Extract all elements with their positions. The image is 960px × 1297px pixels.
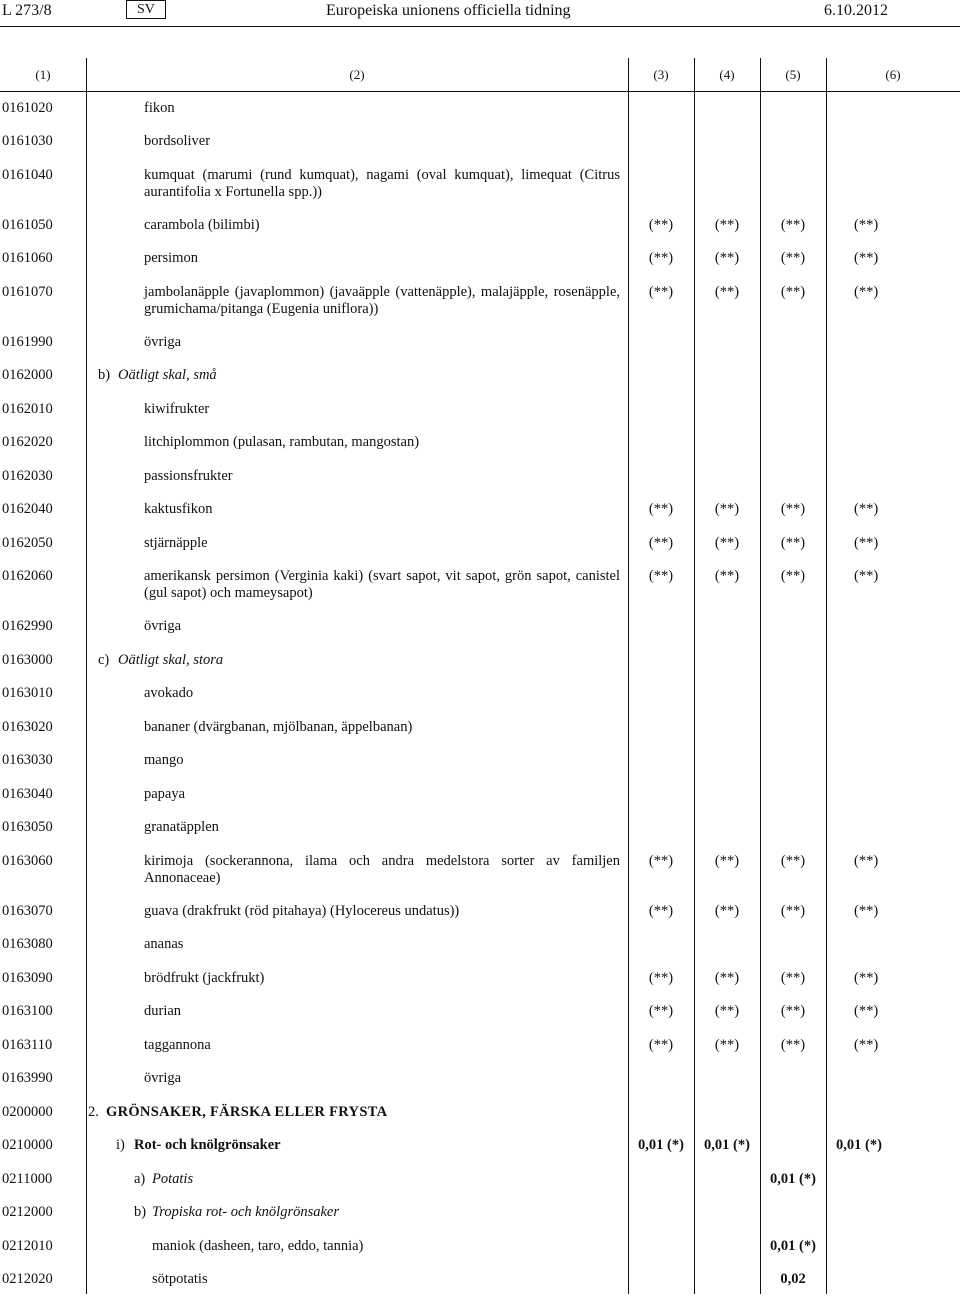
limit-value: (**) [780,568,806,584]
limit-value: (**) [714,568,740,584]
item-text: övriga [144,1070,182,1086]
publication-date: 6.10.2012 [824,2,888,19]
limit-value [826,928,960,962]
item-text: GRÖNSAKER, FÄRSKA ELLER FRYSTA [106,1103,388,1120]
limit-value: (**) [648,501,674,517]
item-text: sötpotatis [152,1271,208,1287]
product-description [86,811,628,845]
product-description [86,1029,628,1063]
product-code: 0162030 [2,467,53,484]
limit-value [628,1062,694,1096]
item-text: kiwifrukter [144,400,210,417]
limit-value: (**) [854,283,879,300]
table-row [0,928,960,962]
limit-value [760,326,826,360]
limit-value: (**) [780,283,806,300]
product-code: 0200000 [2,1103,53,1120]
limit-value: 0,01 (*) [836,1137,882,1153]
limit-value: (**) [714,1036,740,1053]
residue-limits-table [0,58,960,1297]
limit-value [628,711,694,745]
table-row [0,209,960,243]
table-row [0,393,960,427]
limit-value: (**) [714,501,740,517]
limit-value [826,92,960,126]
table-row [0,644,960,678]
limit-value [628,159,694,209]
limit-value [694,460,760,494]
limit-value [694,1096,760,1130]
limit-value: (**) [854,1036,879,1053]
product-code: 0212020 [2,1271,53,1287]
limit-value: 0,02 [780,1271,806,1287]
limit-value [694,644,760,678]
limit-value: (**) [854,852,879,869]
item-text: persimon [144,250,198,266]
limit-value: (**) [648,852,674,869]
product-code: 0162990 [2,618,53,634]
table-row [0,493,960,527]
limit-value [760,1129,826,1163]
limit-value [628,778,694,812]
limit-value [628,1230,694,1264]
limit-value [826,426,960,460]
limit-value: (**) [648,969,674,986]
product-description [86,1062,628,1096]
product-code: 0163080 [2,936,53,952]
item-text: övriga [144,618,182,634]
product-description [86,527,628,561]
product-description [86,209,628,243]
item-text: passionsfrukter [144,467,233,484]
limit-value [694,92,760,126]
limit-value [628,811,694,845]
limit-value [760,92,826,126]
table-row [0,811,960,845]
limit-value [826,125,960,159]
page-number: L 273/8 [2,2,52,19]
product-description [86,159,628,209]
table-row [0,276,960,326]
product-description [86,493,628,527]
product-code: 0163030 [2,752,53,768]
product-description [86,92,628,126]
limit-value [628,92,694,126]
item-text: ananas [144,936,184,952]
product-code: 0162010 [2,400,53,417]
limit-value [694,1230,760,1264]
limit-value [826,1196,960,1230]
product-description [86,1196,628,1230]
limit-value [628,460,694,494]
limit-value [826,1263,960,1297]
product-code: 0163010 [2,685,53,701]
product-description [86,711,628,745]
limit-value [628,1163,694,1197]
column-header: (3) [628,58,694,92]
product-code: 0163090 [2,969,53,986]
limit-value: (**) [648,1003,674,1019]
limit-value [826,610,960,644]
limit-value [694,1196,760,1230]
limit-value: (**) [780,250,806,266]
product-code: 0163000 [2,651,53,668]
product-description [86,1129,628,1163]
item-text: durian [144,1003,182,1019]
item-text: stjärnäpple [144,534,208,551]
limit-value: (**) [714,852,740,869]
product-description [86,1163,628,1197]
product-code: 0211000 [2,1170,53,1187]
limit-value [628,393,694,427]
table-row [0,560,960,610]
product-description [86,393,628,427]
item-text: carambola (bilimbi) [144,216,260,233]
limit-value [694,811,760,845]
table-row [0,962,960,996]
limit-value: (**) [854,568,879,584]
limit-value [760,159,826,209]
table-row [0,527,960,561]
limit-value [694,359,760,393]
product-description [86,778,628,812]
limit-value [760,928,826,962]
table-row [0,895,960,929]
limit-value: (**) [780,216,806,233]
item-text: mango [144,752,184,768]
product-code: 0161060 [2,250,53,266]
item-text: bordsoliver [144,133,211,149]
limit-value [694,1163,760,1197]
item-label: 2. [88,1103,99,1120]
limit-value [760,778,826,812]
item-text: kaktusfikon [144,501,213,517]
product-code: 0161040 [2,166,53,183]
item-text: litchiplommon (pulasan, rambutan, mangostan) [144,434,420,450]
product-code: 0210000 [2,1137,53,1153]
item-text: taggannona [144,1036,211,1053]
item-label: a) [134,1170,146,1187]
limit-value [628,928,694,962]
table-row [0,778,960,812]
item-text: brödfrukt (jackfrukt) [144,969,265,986]
product-description [86,326,628,360]
limit-value [826,1062,960,1096]
product-description [86,560,628,610]
limit-value [628,426,694,460]
language-badge: SV [126,0,166,19]
column-header: (2) [86,58,628,92]
limit-value [826,159,960,209]
limit-value [760,711,826,745]
limit-value: (**) [648,534,674,551]
column-header: (4) [694,58,760,92]
limit-value [760,677,826,711]
limit-value [760,811,826,845]
limit-value [826,1163,960,1197]
limit-value [826,359,960,393]
product-code: 0163990 [2,1070,53,1086]
limit-value [760,125,826,159]
limit-value [826,711,960,745]
limit-value [694,711,760,745]
limit-value: (**) [780,852,806,869]
table-row [0,1263,960,1297]
limit-value [760,426,826,460]
limit-value [826,744,960,778]
limit-value [628,677,694,711]
product-description [86,610,628,644]
table-row [0,995,960,1029]
limit-value: (**) [780,534,806,551]
limit-value: (**) [854,534,879,551]
item-text: Potatis [152,1170,194,1187]
item-text: fikon [144,100,175,116]
table-row [0,610,960,644]
column-header: (6) [826,58,960,92]
product-code: 0161990 [2,333,53,350]
product-description [86,1263,628,1297]
item-text: granatäpplen [144,819,219,835]
table-row [0,460,960,494]
item-text: guava (drakfrukt (röd pitahaya) (Hylocereus undatus)) [144,902,460,919]
limit-value [694,744,760,778]
limit-value [628,125,694,159]
limit-value: (**) [854,969,879,986]
limit-value: (**) [648,283,674,300]
limit-value: (**) [714,250,740,266]
product-code: 0163060 [2,852,53,869]
limit-value [760,1096,826,1130]
table-row [0,125,960,159]
limit-value [826,460,960,494]
table-row [0,242,960,276]
limit-value [826,778,960,812]
table-row [0,159,960,209]
limit-value: (**) [714,534,740,551]
limit-value: (**) [714,969,740,986]
limit-value [694,326,760,360]
table-row [0,677,960,711]
limit-value: (**) [648,250,674,266]
product-description [86,1230,628,1264]
item-label: c) [98,651,110,668]
product-code: 0212010 [2,1237,53,1254]
limit-value [628,744,694,778]
limit-value: (**) [648,902,674,919]
product-description [86,426,628,460]
limit-value [694,677,760,711]
item-text: amerikansk persimon (Verginia kaki) (svart sapot, vit sapot, grön sapot, canistel (gul sapot) och mameysapot) [144,568,620,601]
limit-value: 0,01 (*) [770,1237,816,1254]
item-text: kumquat (marumi (rund kumquat), nagami (oval kumquat), limequat (Citrus aurantifolia x Fortunella spp.)) [144,166,620,200]
limit-value: (**) [780,501,806,517]
limit-value [694,1062,760,1096]
table-header-row [0,58,960,92]
limit-value: (**) [714,216,740,233]
table-row [0,326,960,360]
limit-value [760,744,826,778]
column-header: (5) [760,58,826,92]
limit-value: (**) [648,568,674,584]
table-row [0,1029,960,1063]
limit-value [628,1263,694,1297]
product-code: 0162000 [2,367,53,383]
item-text: maniok (dasheen, taro, eddo, tannia) [152,1237,364,1254]
limit-value [826,1230,960,1264]
table-row [0,711,960,745]
limit-value: (**) [780,969,806,986]
limit-value [760,359,826,393]
limit-value [826,811,960,845]
limit-value [694,393,760,427]
product-description [86,276,628,326]
product-description [86,359,628,393]
limit-value [694,426,760,460]
journal-title: Europeiska unionens officiella tidning [326,2,571,19]
limit-value [760,1062,826,1096]
limit-value [760,610,826,644]
product-code: 0163020 [2,718,53,735]
product-description [86,744,628,778]
limit-value [694,928,760,962]
limit-value [760,1196,826,1230]
limit-value [694,778,760,812]
table-row [0,1129,960,1163]
table-row [0,1163,960,1197]
product-description [86,242,628,276]
product-code: 0212000 [2,1204,53,1220]
limit-value [694,125,760,159]
limit-value: 0,01 (*) [638,1137,684,1153]
limit-value [826,326,960,360]
limit-value [628,1196,694,1230]
product-description [86,928,628,962]
table-row [0,426,960,460]
product-description [86,845,628,895]
product-description [86,1096,628,1130]
limit-value: (**) [648,1036,674,1053]
table-row [0,1196,960,1230]
table-row [0,845,960,895]
limit-value: (**) [854,501,879,517]
product-code: 0162020 [2,434,53,450]
limit-value: (**) [854,1003,879,1019]
limit-value: (**) [714,1003,740,1019]
product-description [86,125,628,159]
limit-value [760,460,826,494]
item-label: b) [98,367,111,383]
product-code: 0163040 [2,785,53,802]
limit-value: (**) [780,1036,806,1053]
page-header [0,0,960,26]
item-text: Oätligt skal, små [118,367,217,383]
item-label: i) [116,1137,125,1153]
product-code: 0162040 [2,501,53,517]
limit-value: (**) [780,1003,806,1019]
limit-value: 0,01 (*) [770,1170,816,1187]
limit-value: (**) [854,250,879,266]
column-header: (1) [0,58,86,92]
product-description [86,895,628,929]
table-row [0,744,960,778]
limit-value [760,393,826,427]
item-text: kirimoja (sockerannona, ilama och andra medelstora sorter av familjen Annonaceae) [144,852,620,886]
product-code: 0163100 [2,1003,53,1019]
limit-value [694,610,760,644]
product-description [86,460,628,494]
limit-value [826,677,960,711]
limit-value [826,393,960,427]
product-description [86,995,628,1029]
limit-value [694,1263,760,1297]
limit-value [628,1096,694,1130]
limit-value [628,326,694,360]
product-code: 0161050 [2,216,53,233]
product-description [86,677,628,711]
item-text: Oätligt skal, stora [118,651,224,668]
item-text: bananer (dvärgbanan, mjölbanan, äppelbanan) [144,718,413,735]
item-text: papaya [144,785,186,802]
product-code: 0162050 [2,534,53,551]
product-code: 0163050 [2,819,53,835]
limit-value [628,359,694,393]
limit-value: (**) [854,902,879,919]
limit-value: (**) [780,902,806,919]
header-rule [0,26,960,27]
limit-value [760,644,826,678]
table-row [0,359,960,393]
product-code: 0163070 [2,902,53,919]
table-row [0,1096,960,1130]
item-text: Rot- och knölgrönsaker [134,1137,281,1153]
item-text: Tropiska rot- och knölgrönsaker [152,1204,340,1220]
limit-value [628,644,694,678]
product-code: 0161020 [2,100,53,116]
limit-value: (**) [714,902,740,919]
item-label: b) [134,1204,147,1220]
product-description [86,962,628,996]
limit-value [826,1096,960,1130]
item-text: avokado [144,685,194,701]
product-code: 0161070 [2,283,53,300]
table-row [0,92,960,126]
limit-value [628,610,694,644]
product-code: 0163110 [2,1036,53,1053]
limit-value [826,644,960,678]
table-row [0,1230,960,1264]
item-text: övriga [144,333,182,350]
limit-value: (**) [854,216,879,233]
limit-value: 0,01 (*) [704,1137,750,1153]
product-code: 0162060 [2,568,53,584]
limit-value [694,159,760,209]
limit-value: (**) [648,216,674,233]
item-text: jambolanäpple (javaplommon) (javaäpple (vattenäpple), malajäpple, rosenäpple, grumichama/pitanga (Eugenia uniflora)) [144,283,620,317]
product-description [86,644,628,678]
product-code: 0161030 [2,133,53,149]
table-row [0,1062,960,1096]
limit-value: (**) [714,283,740,300]
